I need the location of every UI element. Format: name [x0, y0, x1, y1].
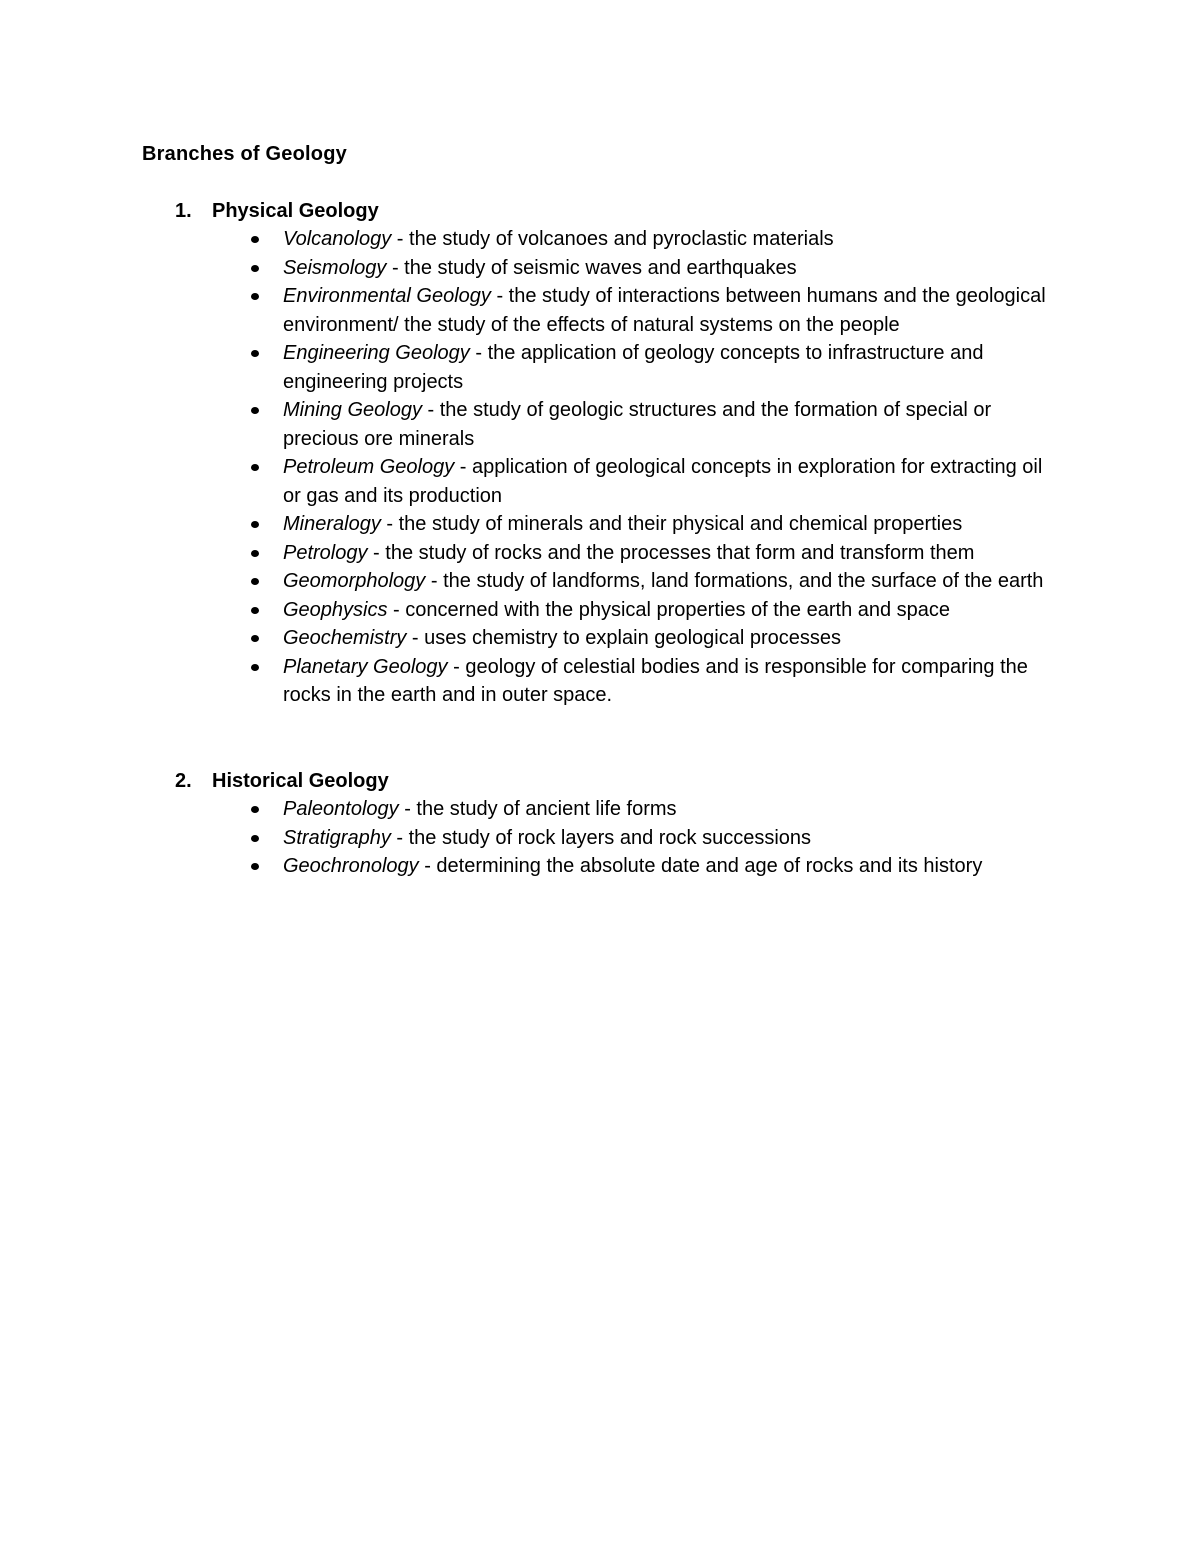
item-definition: - the study of rocks and the processes that form and transform them [367, 541, 975, 564]
list-item [0, 453, 1063, 510]
list-item [0, 539, 1063, 568]
item-term: Paleontology [283, 798, 399, 820]
section-title: Historical Geology [212, 770, 389, 792]
item-term: Volcanology [283, 228, 392, 250]
item-definition: - the study of ancient life forms [398, 798, 677, 820]
item-term: Seismology [283, 256, 387, 279]
bullet-icon [251, 521, 259, 528]
list-item [0, 795, 1063, 824]
item-definition: - the study of interactions between humans and the geological environment/ the study of the effects of natural systems on the people [283, 285, 1046, 336]
list-item [0, 596, 1063, 625]
list-item [0, 282, 1063, 339]
bullet-icon [251, 863, 259, 870]
item-term: Engineering Geology [283, 342, 470, 364]
bullet-icon [251, 236, 259, 243]
bullet-icon [251, 578, 259, 585]
item-definition: - application of geological concepts in exploration for extracting oil or gas and its production [283, 456, 1043, 507]
item-term: Mining Geology [283, 399, 422, 421]
item-definition: - determining the absolute date and age of rocks and its history [418, 855, 983, 877]
item-definition: - the study of geologic structures and the formation of special or precious ore minerals [283, 399, 992, 450]
item-term: Mineralogy [283, 513, 381, 535]
item-definition: - uses chemistry to explain geological processes [406, 627, 842, 649]
list-item [0, 653, 1063, 710]
item-term: Stratigraphy [283, 826, 391, 849]
document-title: Branches of Geology [142, 143, 347, 165]
section-historical-geology [0, 767, 1200, 881]
bullet-icon [251, 265, 259, 272]
list-item [0, 339, 1063, 396]
item-term: Planetary Geology [283, 655, 448, 678]
bullet-icon [251, 293, 259, 300]
item-definition: - the study of volcanoes and pyroclastic materials [391, 228, 834, 250]
item-term: Petrology [283, 541, 368, 564]
section-number: 1. [175, 200, 192, 222]
bullet-list [0, 225, 1200, 710]
item-definition: - the application of geology concepts to infrastructure and engineering projects [283, 342, 984, 393]
list-item [0, 852, 1063, 881]
list-item [0, 624, 1063, 653]
item-term: Geochemistry [283, 627, 407, 649]
section-title: Physical Geology [212, 200, 379, 222]
list-item [0, 567, 1063, 596]
section-number: 2. [175, 770, 192, 792]
item-definition: - geology of celestial bodies and is responsible for comparing the rocks in the earth and in outer space. [283, 655, 1028, 706]
bullet-icon [251, 407, 259, 414]
item-term: Geomorphology [283, 570, 426, 592]
bullet-icon [251, 664, 259, 671]
item-definition: - concerned with the physical properties of the earth and space [387, 598, 951, 621]
item-term: Environmental Geology [283, 285, 491, 307]
item-term: Geochronology [283, 855, 419, 877]
section-physical-geology [0, 197, 1200, 710]
bullet-icon [251, 607, 259, 614]
bullet-list [0, 795, 1200, 881]
list-item [0, 510, 1063, 539]
bullet-icon [251, 350, 259, 357]
item-definition: - the study of minerals and their physical and chemical properties [380, 513, 963, 535]
bullet-icon [251, 464, 259, 471]
list-item [0, 824, 1063, 853]
section-heading [0, 197, 1200, 225]
bullet-icon [251, 806, 259, 813]
bullet-icon [251, 550, 259, 557]
item-definition: - the study of seismic waves and earthquakes [386, 256, 797, 279]
list-item [0, 225, 1063, 254]
item-term: Geophysics [283, 598, 388, 621]
bullet-icon [251, 635, 259, 642]
section-heading [0, 767, 1200, 795]
item-definition: - the study of rock layers and rock successions [390, 826, 812, 849]
item-term: Petroleum Geology [283, 456, 455, 478]
list-item [0, 254, 1063, 283]
bullet-icon [251, 835, 259, 842]
list-item [0, 396, 1063, 453]
item-definition: - the study of landforms, land formations, and the surface of the earth [425, 570, 1044, 592]
